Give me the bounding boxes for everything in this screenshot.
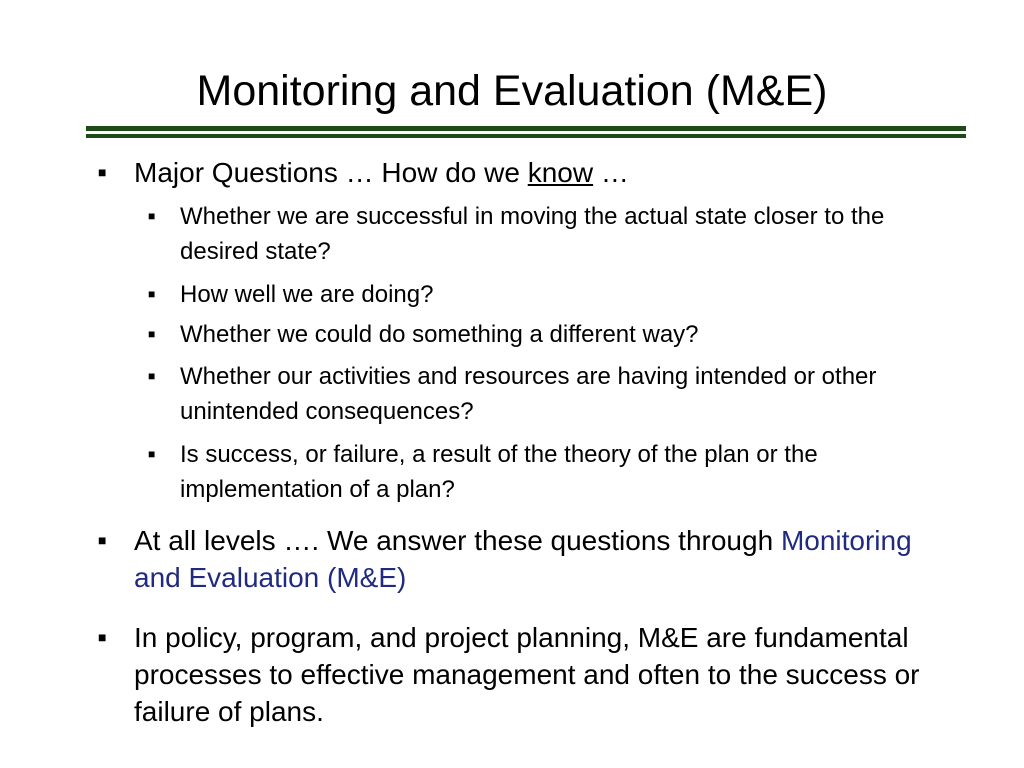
square-bullet-icon: ■	[148, 447, 156, 461]
subbullet-text: Whether we are successful in moving the actual state closer to the desired state?	[180, 203, 885, 265]
square-bullet-icon: ■	[98, 164, 107, 180]
bullet-major-questions	[98, 154, 954, 191]
square-bullet-icon: ■	[148, 327, 156, 341]
subbullet-consequences	[148, 359, 950, 429]
subbullet-theory-or-implementation	[148, 437, 950, 507]
know-emphasis: know	[527, 157, 594, 188]
title-underline-thick	[86, 126, 966, 131]
subbullet-actual-state	[148, 199, 950, 269]
subbullet-text: Whether we could do something a different way?	[180, 321, 699, 348]
me-highlight: Monitoring and Evaluation (M&E)	[134, 525, 912, 593]
policy-planning-text: In policy, program, and project planning, M&E are fundamental processes to effective management and often to the success or failure of plans.	[134, 622, 920, 727]
subbullet-text: How well we are doing?	[180, 281, 434, 308]
square-bullet-icon: ■	[148, 287, 156, 301]
square-bullet-icon: ■	[98, 532, 107, 548]
subbullet-text: Whether our activities and resources are having intended or other unintended consequences?	[180, 363, 877, 425]
square-bullet-icon: ■	[98, 629, 107, 645]
square-bullet-icon: ■	[148, 209, 156, 223]
subbullet-text: Is success, or failure, a result of the theory of the plan or the implementation of a plan?	[180, 441, 818, 503]
title-underline-thin	[86, 134, 966, 138]
bullet-at-all-levels	[98, 522, 954, 596]
major-questions-suffix: …	[593, 157, 629, 188]
slide-title: Monitoring and Evaluation (M&E)	[196, 67, 828, 115]
subbullet-different-way	[148, 317, 950, 352]
bullet-policy-planning	[98, 619, 954, 730]
at-all-levels-text: At all levels …. We answer these questions through	[134, 525, 781, 556]
square-bullet-icon: ■	[148, 369, 156, 383]
subbullet-how-well	[148, 277, 950, 312]
major-questions-prefix: Major Questions … How do we	[134, 157, 528, 188]
